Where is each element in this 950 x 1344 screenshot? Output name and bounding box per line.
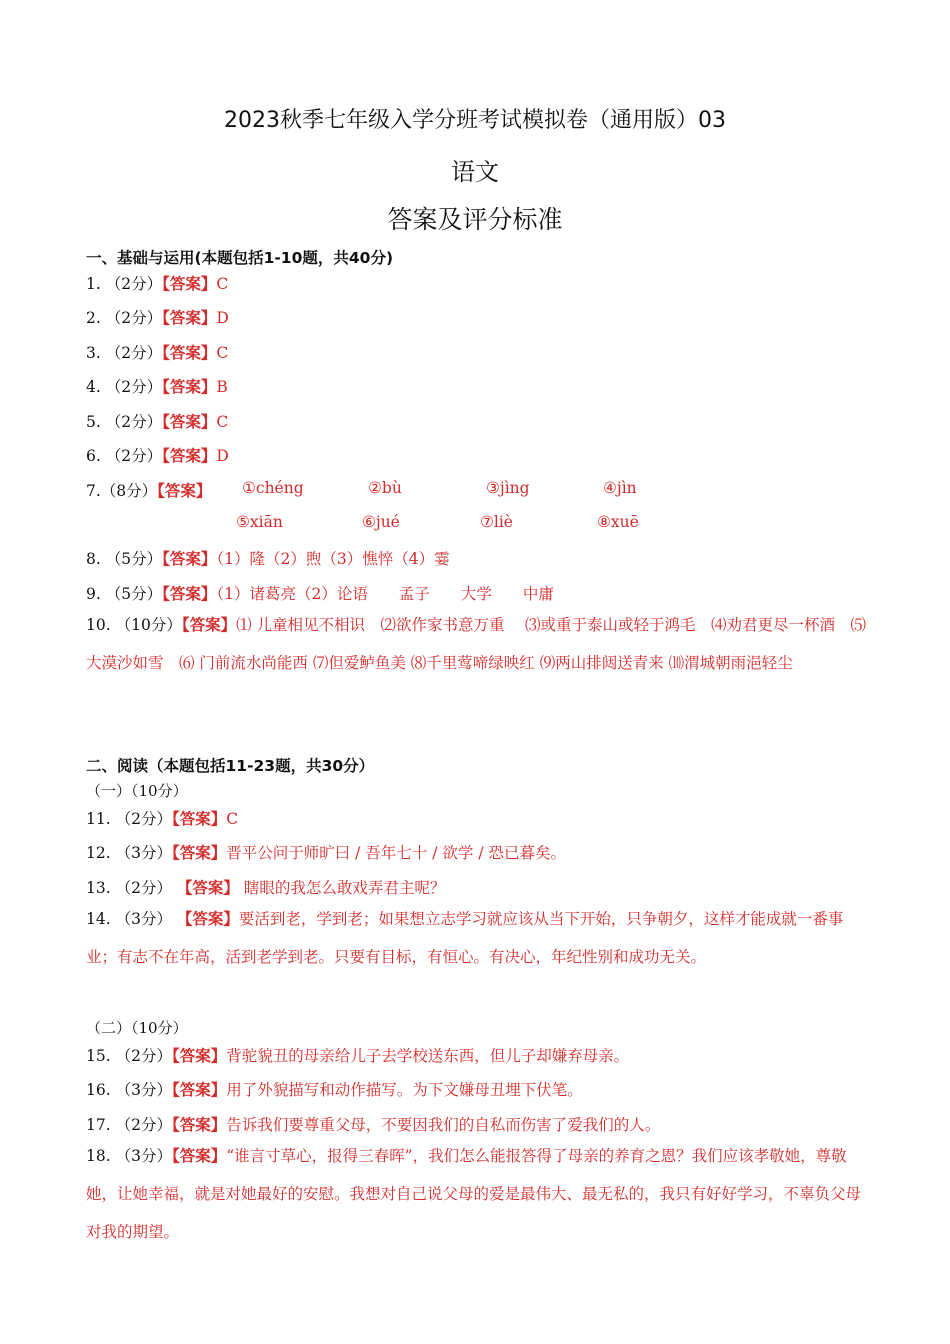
section-1-heading: 一、基础与运用(本题包括1-10题，共40分) xyxy=(86,249,394,267)
document-title: 2023秋季七年级入学分班考试模拟卷（通用版）03 xyxy=(224,108,726,133)
answer-q9: 9. （5分）【答案】（1）诸葛亮（2）论语 孟子 大学 中庸 xyxy=(86,584,554,603)
section-2-heading: 二、阅读（本题包括11-23题，共30分） xyxy=(86,757,375,775)
answer-q16: 16. （3分）【答案】用了外貌描写和动作描写。为下文嫌母丑埋下伏笔。 xyxy=(86,1080,583,1099)
q7-pinyin-4: ④jìn xyxy=(603,479,637,497)
answer-q5: 5. （2分）【答案】C xyxy=(86,412,229,431)
subject-title: 语文 xyxy=(451,158,499,186)
answer-q4: 4. （2分）【答案】B xyxy=(86,377,228,396)
part-1-heading: （一）（10分） xyxy=(86,782,188,800)
q7-pinyin-2: ②bù xyxy=(368,479,402,497)
answer-q3: 3. （2分）【答案】C xyxy=(86,343,229,362)
answer-q8: 8. （5分）【答案】（1）隆（2）煦（3）憔悴（4）霎 xyxy=(86,549,450,568)
q7-pinyin-7: ⑦liè xyxy=(480,513,513,531)
answer-q6: 6. （2分）【答案】D xyxy=(86,446,229,465)
answer-q12: 12. （3分）【答案】晋平公问于师旷曰 / 吾年七十 / 欲学 / 恐已暮矣。 xyxy=(86,843,566,862)
q7-pinyin-3: ③jìng xyxy=(486,479,530,497)
answer-q15: 15. （2分）【答案】背驼貌丑的母亲给儿子去学校送东西，但儿子却嫌弃母亲。 xyxy=(86,1046,630,1065)
answer-key-title: 答案及评分标准 xyxy=(387,205,563,234)
q7-pinyin-5: ⑤xiān xyxy=(236,513,283,531)
answer-q10: 10. （10分）【答案】⑴ 儿童相见不相识 ⑵欲作家书意万重 ⑶或重于泰山或轻于鸿毛 ⑷劝君更尽一杯酒 ⑸大漠沙如雪 ⑹ 门前流水尚能西 ⑺但爱鲈鱼美 ⑻千里莺啼绿映红 ⑼两山排闼送青来 ⑽渭城朝雨浥轻尘 xyxy=(86,615,866,672)
answer-q2: 2. （2分）【答案】D xyxy=(86,308,229,327)
q7-pinyin-6: ⑥jué xyxy=(362,513,400,531)
answer-q13: 13. （2分） 【答案】 瞎眼的我怎么敢戏弄君主呢？ xyxy=(86,878,446,897)
answer-q1: 1. （2分）【答案】C xyxy=(86,274,229,293)
q7-pinyin-8: ⑧xuē xyxy=(597,513,639,531)
answer-q18: 18. （3分）【答案】“谁言寸草心，报得三春晖”，我们怎么能报答得了母亲的养育之恩？我们应该孝敬她，尊敬她，让她幸福，就是对她最好的安慰。我想对自己说父母的爱是最伟大、最无私的，我只有好好学习，不辜负父母对我的期望。 xyxy=(86,1146,862,1241)
answer-q11: 11. （2分）【答案】C xyxy=(86,809,239,828)
q7-pinyin-1: ①chéng xyxy=(242,479,304,497)
answer-q7: 7.（8分）【答案】 xyxy=(86,481,212,500)
answer-q14: 14. （3分） 【答案】要活到老，学到老；如果想立志学习就应该从当下开始，只争朝夕，这样才能成就一番事业；有志不在年高，活到老学到老。只要有目标，有恒心。有决心，年纪性别和成功无关。 xyxy=(86,909,844,966)
answer-q17: 17. （2分）【答案】告诉我们要尊重父母，不要因我们的自私而伤害了爱我们的人。 xyxy=(86,1115,661,1134)
part-2-heading: （二）（10分） xyxy=(86,1019,188,1037)
